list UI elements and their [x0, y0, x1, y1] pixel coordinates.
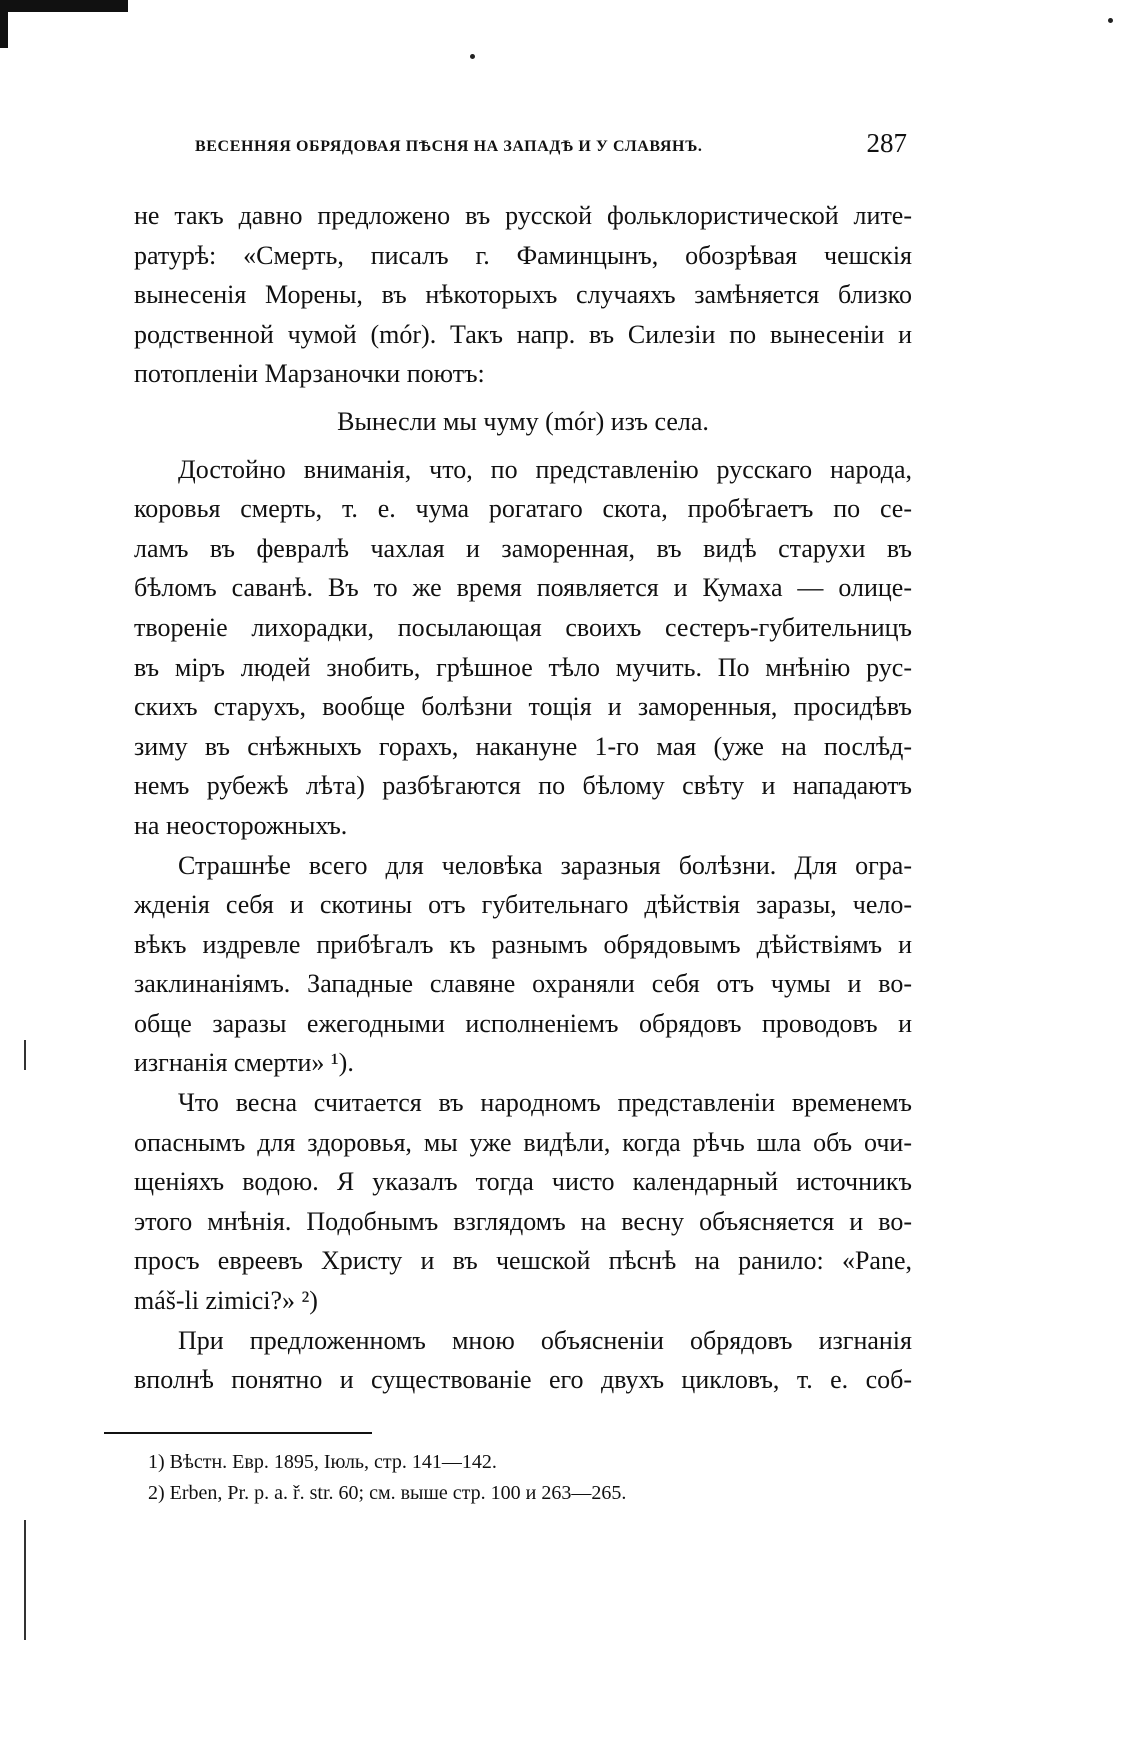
scan-corner-mark-vertical — [0, 0, 8, 48]
text-line: обще заразы ежегодными исполненіемъ обрядовъ проводовъ и — [134, 1008, 912, 1038]
text-line: потопленіи Марзаночки поютъ: — [134, 359, 485, 389]
text-line: ламъ въ февралѣ чахлая и заморенная, въ видѣ старухи въ — [134, 533, 912, 563]
text-line: бѣломъ саванѣ. Въ то же время появляется и Кумаха — олице- — [134, 573, 912, 603]
scan-speck — [470, 54, 475, 59]
paragraph-first-line: При предложенномъ мною объясненіи обрядовъ изгнанія — [178, 1325, 912, 1355]
text-line: на неосторожныхъ. — [134, 810, 348, 840]
text-line: ратурѣ: «Смерть, писалъ г. Фаминцынъ, обозрѣвая чешскія — [134, 240, 912, 270]
footnote: 1) Вѣстн. Евр. 1895, Іюль, стр. 141—142. — [148, 1451, 497, 1473]
scan-edge-mark — [24, 1520, 26, 1640]
quoted-verse: Вынесли мы чуму (mór) изъ села. — [337, 406, 709, 436]
text-line: вполнѣ понятно и существованіе его двухъ цикловъ, т. е. соб- — [134, 1365, 912, 1395]
text-line: щеніяхъ водою. Я указалъ тогда чисто календарный источникъ — [134, 1167, 912, 1197]
text-line: вѣкъ издревле прибѣгалъ къ разнымъ обрядовымъ дѣйствіямъ и — [134, 929, 912, 959]
text-line: этого мнѣнія. Подобнымъ взглядомъ на весну объясняется и во- — [134, 1206, 912, 1236]
paragraph-first-line: Достойно вниманія, что, по представленію русскаго народа, — [178, 454, 912, 484]
text-line: заклинаніямъ. Западные славяне охраняли себя отъ чумы и во- — [134, 969, 912, 999]
body-text — [134, 196, 912, 1400]
paragraph-first-line: Что весна считается въ народномъ представленіи временемъ — [178, 1088, 912, 1118]
text-line: máš-li zimici?» ²) — [134, 1286, 318, 1316]
text-line: просъ евреевъ Христу и въ чешской пѣснѣ на ранило: «Pane, — [134, 1246, 912, 1276]
footnotes — [148, 1447, 908, 1509]
scan-speck — [1108, 18, 1113, 23]
text-line: изгнанія смерти» ¹). — [134, 1048, 354, 1078]
text-line: вынесенія Морены, въ нѣкоторыхъ случаяхъ замѣняется близко — [134, 280, 912, 310]
scan-corner-mark — [0, 0, 128, 12]
verse-spacing — [134, 442, 912, 450]
text-line: коровья смерть, т. е. чума рогатаго скота, пробѣгаетъ по се- — [134, 494, 912, 524]
page-header — [195, 128, 907, 168]
text-line: опаснымъ для здоровья, мы уже видѣли, когда рѣчь шла объ очи- — [134, 1127, 912, 1157]
text-line: не такъ давно предложено въ русской фольклористической лите- — [134, 201, 912, 230]
paragraph-first-line: Страшнѣе всего для человѣка заразныя болѣзни. Для огра- — [178, 850, 912, 880]
text-line: скихъ старухъ, вообще болѣзни тощія и заморенныя, просидѣвъ — [134, 692, 912, 722]
text-line: жденія себя и скотины отъ губительнаго дѣйствія заразы, чело- — [134, 890, 912, 920]
footnote-separator — [104, 1432, 372, 1434]
verse-spacing — [134, 394, 912, 402]
scan-edge-mark — [24, 1040, 26, 1070]
text-line: въ міръ людей знобить, грѣшное тѣло мучить. По мнѣнію рус- — [134, 652, 912, 682]
page-number: 287 — [866, 128, 907, 158]
footnote: 2) Erben, Pr. p. a. ř. str. 60; см. выше стр. 100 и 263—265. — [148, 1482, 627, 1504]
text-line: немъ рубежѣ лѣта) разбѣгаются по бѣлому свѣту и нападаютъ — [134, 771, 912, 801]
text-line: зиму въ снѣжныхъ горахъ, накануне 1-го мая (уже на послѣд- — [134, 731, 912, 761]
text-line: родственной чумой (mór). Такъ напр. въ Силезіи по вынесеніи и — [134, 319, 912, 349]
text-line: твореніе лихорадки, посылающая своихъ сестеръ-губительницъ — [134, 612, 912, 642]
running-head: ВЕСЕННЯЯ ОБРЯДОВАЯ ПѢСНЯ НА ЗАПАДѢ И У СЛАВЯНЪ. — [195, 138, 703, 155]
